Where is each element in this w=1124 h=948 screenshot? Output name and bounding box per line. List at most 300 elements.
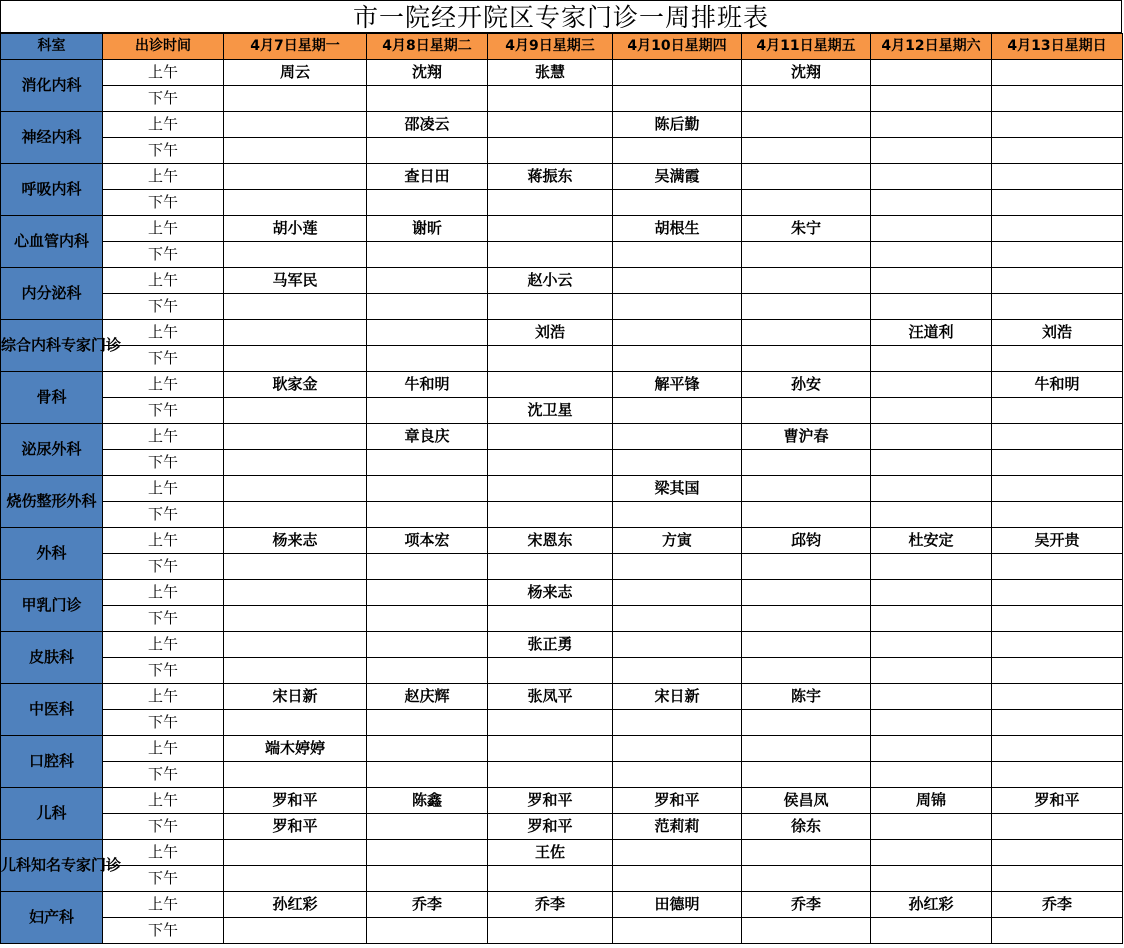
table-row — [1, 60, 1123, 86]
table-row — [1, 788, 1123, 814]
department-cell: 口腔科 — [1, 736, 103, 788]
doctor-cell — [992, 684, 1123, 710]
doctor-cell — [613, 398, 742, 424]
doctor-cell — [992, 736, 1123, 762]
doctor-cell — [224, 164, 367, 190]
table-row — [1, 918, 1123, 944]
doctor-cell — [742, 554, 871, 580]
doctor-cell — [224, 138, 367, 164]
table-row — [1, 684, 1123, 710]
period-cell: 下午 — [103, 294, 224, 320]
doctor-cell — [871, 710, 992, 736]
doctor-cell: 杨来志 — [488, 580, 613, 606]
doctor-cell — [871, 450, 992, 476]
doctor-cell — [871, 632, 992, 658]
doctor-cell — [992, 164, 1123, 190]
doctor-cell — [224, 86, 367, 112]
doctor-cell — [488, 450, 613, 476]
doctor-cell — [488, 86, 613, 112]
header-date: 4月8日星期二 — [367, 34, 488, 60]
doctor-cell: 汪道利 — [871, 320, 992, 346]
doctor-cell: 胡根生 — [613, 216, 742, 242]
doctor-cell — [488, 606, 613, 632]
doctor-cell — [367, 450, 488, 476]
period-cell: 上午 — [103, 892, 224, 918]
table-row — [1, 528, 1123, 554]
table-row — [1, 372, 1123, 398]
doctor-cell: 罗和平 — [488, 814, 613, 840]
header-date: 4月9日星期三 — [488, 34, 613, 60]
doctor-cell: 牛和明 — [992, 372, 1123, 398]
period-cell: 上午 — [103, 788, 224, 814]
doctor-cell — [871, 684, 992, 710]
table-row — [1, 242, 1123, 268]
period-cell: 上午 — [103, 528, 224, 554]
table-row — [1, 892, 1123, 918]
doctor-cell: 杜安定 — [871, 528, 992, 554]
doctor-cell — [613, 918, 742, 944]
doctor-cell: 张凤平 — [488, 684, 613, 710]
doctor-cell — [613, 658, 742, 684]
doctor-cell: 宋日新 — [224, 684, 367, 710]
doctor-cell — [742, 918, 871, 944]
department-cell: 内分泌科 — [1, 268, 103, 320]
doctor-cell: 蒋振东 — [488, 164, 613, 190]
doctor-cell — [871, 580, 992, 606]
doctor-cell — [367, 242, 488, 268]
doctor-cell: 罗和平 — [488, 788, 613, 814]
doctor-cell — [992, 424, 1123, 450]
doctor-cell — [742, 242, 871, 268]
doctor-cell — [367, 294, 488, 320]
period-cell: 上午 — [103, 424, 224, 450]
department-cell: 呼吸内科 — [1, 164, 103, 216]
doctor-cell — [871, 294, 992, 320]
doctor-cell — [742, 268, 871, 294]
doctor-cell — [613, 190, 742, 216]
doctor-cell: 解平锋 — [613, 372, 742, 398]
doctor-cell: 邵凌云 — [367, 112, 488, 138]
doctor-cell: 端木婷婷 — [224, 736, 367, 762]
header-dept: 科室 — [1, 34, 103, 60]
table-row — [1, 658, 1123, 684]
doctor-cell — [224, 606, 367, 632]
doctor-cell — [871, 190, 992, 216]
doctor-cell — [224, 424, 367, 450]
doctor-cell — [367, 840, 488, 866]
doctor-cell — [992, 502, 1123, 528]
doctor-cell: 孙红彩 — [871, 892, 992, 918]
doctor-cell — [992, 60, 1123, 86]
period-cell: 上午 — [103, 164, 224, 190]
doctor-cell — [367, 268, 488, 294]
doctor-cell — [871, 398, 992, 424]
doctor-cell — [992, 632, 1123, 658]
period-cell: 下午 — [103, 346, 224, 372]
doctor-cell — [224, 190, 367, 216]
period-cell: 上午 — [103, 684, 224, 710]
doctor-cell — [367, 918, 488, 944]
doctor-cell — [367, 632, 488, 658]
department-cell: 儿科 — [1, 788, 103, 840]
doctor-cell: 牛和明 — [367, 372, 488, 398]
table-row — [1, 606, 1123, 632]
doctor-cell — [367, 814, 488, 840]
doctor-cell — [871, 268, 992, 294]
period-cell: 下午 — [103, 554, 224, 580]
doctor-cell — [992, 398, 1123, 424]
period-cell: 下午 — [103, 658, 224, 684]
period-cell: 上午 — [103, 216, 224, 242]
doctor-cell — [224, 294, 367, 320]
doctor-cell: 罗和平 — [224, 814, 367, 840]
period-cell: 下午 — [103, 502, 224, 528]
doctor-cell — [871, 840, 992, 866]
doctor-cell — [488, 866, 613, 892]
doctor-cell: 赵庆辉 — [367, 684, 488, 710]
doctor-cell — [613, 580, 742, 606]
doctor-cell — [992, 476, 1123, 502]
table-row — [1, 190, 1123, 216]
table-row — [1, 398, 1123, 424]
doctor-cell — [613, 450, 742, 476]
doctor-cell — [488, 294, 613, 320]
doctor-cell — [367, 476, 488, 502]
doctor-cell — [367, 86, 488, 112]
doctor-cell — [488, 346, 613, 372]
doctor-cell — [871, 866, 992, 892]
doctor-cell — [871, 476, 992, 502]
doctor-cell — [871, 424, 992, 450]
header-date: 4月7日星期一 — [224, 34, 367, 60]
doctor-cell: 沈翔 — [367, 60, 488, 86]
doctor-cell — [224, 398, 367, 424]
doctor-cell — [742, 502, 871, 528]
period-cell: 上午 — [103, 580, 224, 606]
doctor-cell — [871, 216, 992, 242]
doctor-cell — [871, 60, 992, 86]
doctor-cell — [488, 710, 613, 736]
doctor-cell — [488, 918, 613, 944]
doctor-cell: 徐东 — [742, 814, 871, 840]
doctor-cell: 邱钧 — [742, 528, 871, 554]
table-row — [1, 138, 1123, 164]
doctor-cell — [488, 762, 613, 788]
table-row — [1, 424, 1123, 450]
table-row — [1, 762, 1123, 788]
department-cell: 综合内科专家门诊 — [1, 320, 103, 372]
table-row — [1, 86, 1123, 112]
doctor-cell — [742, 138, 871, 164]
doctor-cell: 陈鑫 — [367, 788, 488, 814]
period-cell: 下午 — [103, 814, 224, 840]
doctor-cell — [488, 112, 613, 138]
doctor-cell: 张慧 — [488, 60, 613, 86]
doctor-cell: 乔李 — [367, 892, 488, 918]
doctor-cell: 张正勇 — [488, 632, 613, 658]
doctor-cell — [871, 138, 992, 164]
doctor-cell — [992, 762, 1123, 788]
doctor-cell — [613, 294, 742, 320]
doctor-cell — [224, 502, 367, 528]
doctor-cell — [992, 554, 1123, 580]
doctor-cell: 曹沪春 — [742, 424, 871, 450]
period-cell: 下午 — [103, 450, 224, 476]
doctor-cell — [742, 632, 871, 658]
doctor-cell — [871, 814, 992, 840]
doctor-cell: 项本宏 — [367, 528, 488, 554]
table-row — [1, 632, 1123, 658]
doctor-cell — [488, 190, 613, 216]
doctor-cell — [742, 606, 871, 632]
table-row — [1, 216, 1123, 242]
doctor-cell — [992, 216, 1123, 242]
doctor-cell: 耿家金 — [224, 372, 367, 398]
period-cell: 下午 — [103, 918, 224, 944]
department-cell: 儿科知名专家门诊 — [1, 840, 103, 892]
doctor-cell — [367, 866, 488, 892]
doctor-cell: 周云 — [224, 60, 367, 86]
table-row — [1, 320, 1123, 346]
department-cell: 外科 — [1, 528, 103, 580]
doctor-cell: 刘浩 — [992, 320, 1123, 346]
doctor-cell — [992, 606, 1123, 632]
table-row — [1, 164, 1123, 190]
table-row — [1, 866, 1123, 892]
doctor-cell — [613, 554, 742, 580]
table-row — [1, 580, 1123, 606]
doctor-cell — [871, 658, 992, 684]
doctor-cell — [367, 190, 488, 216]
department-cell: 烧伤整形外科 — [1, 476, 103, 528]
doctor-cell — [992, 346, 1123, 372]
department-cell: 皮肤科 — [1, 632, 103, 684]
doctor-cell — [488, 138, 613, 164]
header-date: 4月12日星期六 — [871, 34, 992, 60]
table-row — [1, 710, 1123, 736]
doctor-cell — [224, 580, 367, 606]
doctor-cell — [224, 762, 367, 788]
table-row — [1, 502, 1123, 528]
table-row — [1, 450, 1123, 476]
page-title: 市一院经开院区专家门诊一周排班表 — [0, 0, 1122, 33]
doctor-cell — [367, 762, 488, 788]
doctor-cell — [488, 736, 613, 762]
doctor-cell — [871, 346, 992, 372]
doctor-cell — [224, 918, 367, 944]
doctor-cell — [488, 372, 613, 398]
doctor-cell — [613, 710, 742, 736]
doctor-cell — [613, 320, 742, 346]
table-row — [1, 814, 1123, 840]
doctor-cell — [224, 554, 367, 580]
period-cell: 下午 — [103, 710, 224, 736]
doctor-cell: 陈宇 — [742, 684, 871, 710]
doctor-cell — [367, 346, 488, 372]
doctor-cell: 孙安 — [742, 372, 871, 398]
period-cell: 上午 — [103, 112, 224, 138]
header-date: 4月11日星期五 — [742, 34, 871, 60]
doctor-cell — [613, 346, 742, 372]
header-time: 出诊时间 — [103, 34, 224, 60]
doctor-cell — [742, 580, 871, 606]
doctor-cell — [613, 632, 742, 658]
doctor-cell: 宋日新 — [613, 684, 742, 710]
doctor-cell — [613, 424, 742, 450]
doctor-cell — [488, 216, 613, 242]
doctor-cell: 侯昌凤 — [742, 788, 871, 814]
doctor-cell — [224, 658, 367, 684]
doctor-cell — [488, 242, 613, 268]
doctor-cell — [224, 112, 367, 138]
period-cell: 上午 — [103, 476, 224, 502]
doctor-cell — [992, 112, 1123, 138]
doctor-cell — [224, 450, 367, 476]
period-cell: 下午 — [103, 606, 224, 632]
doctor-cell — [613, 86, 742, 112]
doctor-cell — [742, 450, 871, 476]
doctor-cell — [613, 60, 742, 86]
doctor-cell — [871, 736, 992, 762]
doctor-cell — [742, 658, 871, 684]
period-cell: 上午 — [103, 840, 224, 866]
doctor-cell: 谢昕 — [367, 216, 488, 242]
doctor-cell — [742, 476, 871, 502]
doctor-cell — [992, 242, 1123, 268]
doctor-cell — [871, 112, 992, 138]
doctor-cell — [742, 398, 871, 424]
doctor-cell — [871, 554, 992, 580]
doctor-cell: 乔李 — [742, 892, 871, 918]
doctor-cell — [742, 866, 871, 892]
doctor-cell: 罗和平 — [613, 788, 742, 814]
doctor-cell — [871, 164, 992, 190]
doctor-cell: 王佐 — [488, 840, 613, 866]
doctor-cell — [992, 190, 1123, 216]
doctor-cell: 刘浩 — [488, 320, 613, 346]
table-row — [1, 840, 1123, 866]
doctor-cell — [367, 398, 488, 424]
doctor-cell: 方寅 — [613, 528, 742, 554]
doctor-cell — [613, 866, 742, 892]
doctor-cell — [992, 138, 1123, 164]
doctor-cell: 吴满霞 — [613, 164, 742, 190]
doctor-cell — [613, 268, 742, 294]
doctor-cell — [992, 918, 1123, 944]
header-date: 4月10日星期四 — [613, 34, 742, 60]
doctor-cell — [742, 294, 871, 320]
period-cell: 下午 — [103, 866, 224, 892]
department-cell: 泌尿外科 — [1, 424, 103, 476]
doctor-cell — [488, 554, 613, 580]
doctor-cell — [742, 164, 871, 190]
doctor-cell — [224, 710, 367, 736]
doctor-cell — [992, 840, 1123, 866]
doctor-cell — [488, 502, 613, 528]
doctor-cell — [224, 320, 367, 346]
doctor-cell — [871, 762, 992, 788]
doctor-cell — [871, 242, 992, 268]
doctor-cell: 杨来志 — [224, 528, 367, 554]
table-row — [1, 112, 1123, 138]
period-cell: 上午 — [103, 320, 224, 346]
doctor-cell — [488, 658, 613, 684]
table-row — [1, 736, 1123, 762]
table-row — [1, 554, 1123, 580]
doctor-cell: 孙红彩 — [224, 892, 367, 918]
doctor-cell — [613, 502, 742, 528]
doctor-cell — [742, 840, 871, 866]
doctor-cell — [871, 918, 992, 944]
doctor-cell: 马军民 — [224, 268, 367, 294]
doctor-cell: 范莉莉 — [613, 814, 742, 840]
doctor-cell — [992, 814, 1123, 840]
period-cell: 上午 — [103, 60, 224, 86]
doctor-cell: 沈翔 — [742, 60, 871, 86]
doctor-cell — [488, 424, 613, 450]
doctor-cell — [992, 86, 1123, 112]
doctor-cell — [367, 554, 488, 580]
period-cell: 下午 — [103, 398, 224, 424]
department-cell: 中医科 — [1, 684, 103, 736]
doctor-cell: 陈后勤 — [613, 112, 742, 138]
doctor-cell — [742, 736, 871, 762]
doctor-cell — [742, 710, 871, 736]
period-cell: 上午 — [103, 632, 224, 658]
doctor-cell — [742, 762, 871, 788]
table-row — [1, 294, 1123, 320]
doctor-cell — [224, 242, 367, 268]
doctor-cell: 沈卫星 — [488, 398, 613, 424]
doctor-cell — [224, 346, 367, 372]
table-row — [1, 346, 1123, 372]
doctor-cell — [367, 320, 488, 346]
doctor-cell — [742, 86, 871, 112]
doctor-cell — [367, 138, 488, 164]
doctor-cell — [613, 840, 742, 866]
doctor-cell — [224, 632, 367, 658]
doctor-cell — [367, 580, 488, 606]
period-cell: 下午 — [103, 762, 224, 788]
doctor-cell — [992, 450, 1123, 476]
doctor-cell — [992, 268, 1123, 294]
doctor-cell — [488, 476, 613, 502]
doctor-cell — [613, 138, 742, 164]
department-cell: 甲乳门诊 — [1, 580, 103, 632]
doctor-cell — [992, 710, 1123, 736]
doctor-cell — [742, 112, 871, 138]
doctor-cell — [992, 658, 1123, 684]
doctor-cell — [871, 86, 992, 112]
doctor-cell — [613, 242, 742, 268]
schedule-table — [0, 33, 1123, 944]
period-cell: 下午 — [103, 190, 224, 216]
doctor-cell — [992, 580, 1123, 606]
doctor-cell — [742, 190, 871, 216]
period-cell: 下午 — [103, 86, 224, 112]
table-row — [1, 268, 1123, 294]
doctor-cell: 朱宁 — [742, 216, 871, 242]
period-cell: 上午 — [103, 268, 224, 294]
doctor-cell: 吴开贵 — [992, 528, 1123, 554]
period-cell: 下午 — [103, 242, 224, 268]
doctor-cell: 乔李 — [992, 892, 1123, 918]
doctor-cell: 罗和平 — [992, 788, 1123, 814]
doctor-cell — [367, 710, 488, 736]
period-cell: 上午 — [103, 372, 224, 398]
period-cell: 上午 — [103, 736, 224, 762]
doctor-cell — [367, 606, 488, 632]
